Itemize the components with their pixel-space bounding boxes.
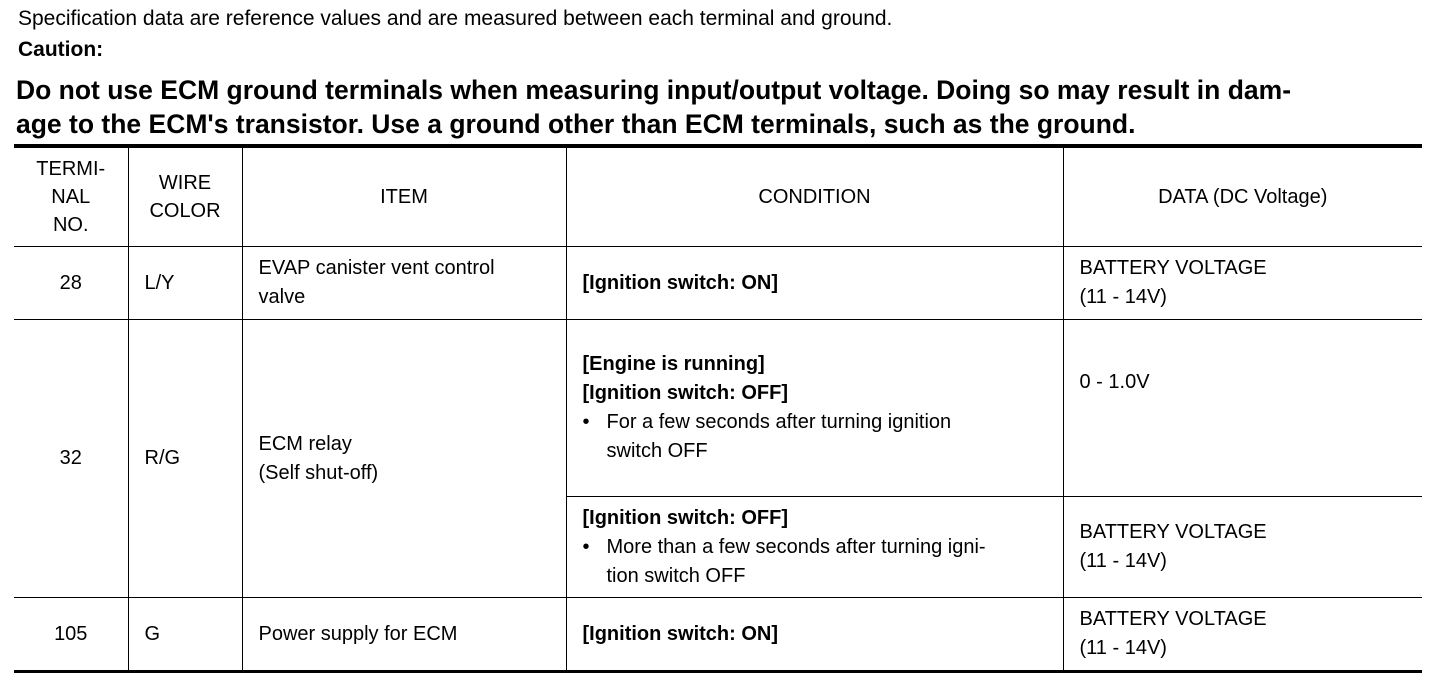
header-wire-color: [128, 146, 242, 247]
condition-cell: [566, 598, 1063, 672]
bullet-line: switch OFF: [606, 440, 708, 462]
condition-label: [Ignition switch: OFF]: [582, 506, 789, 529]
data-cell: [1063, 598, 1422, 672]
data-line: BATTERY VOLTAGE: [1079, 608, 1267, 630]
header-item: ITEM: [242, 146, 566, 247]
caution-line-1: Do not use ECM ground terminals when measuring input/output voltage. Doing so may result in dam-: [16, 75, 1292, 105]
data-line: 0 - 1.0V: [1079, 371, 1150, 393]
bullet-line: tion switch OFF: [606, 564, 746, 587]
condition-cell: [566, 497, 1063, 598]
condition-bullet: [583, 533, 1055, 591]
item-cell: [242, 247, 566, 320]
terminal-cell: 105: [14, 598, 128, 672]
caution-text: [16, 73, 1426, 141]
header-wire-line: WIRE: [158, 172, 212, 194]
condition-label: [Ignition switch: ON]: [582, 622, 779, 645]
intro-text: Specification data are reference values and are measured between each terminal and ground.: [18, 7, 893, 30]
header-terminal-line: NO.: [52, 214, 89, 236]
condition-cell: [566, 320, 1063, 497]
data-cell: [1063, 247, 1422, 320]
bullet-line: For a few seconds after turning ignition: [606, 411, 952, 433]
condition-cell: [566, 247, 1063, 320]
data-line: BATTERY VOLTAGE: [1079, 257, 1267, 279]
item-line: EVAP canister vent control: [258, 257, 495, 279]
wire-color-cell: G: [128, 598, 242, 672]
data-line: (11 - 14V): [1079, 286, 1167, 308]
header-terminal-line: TERMI-: [36, 158, 106, 180]
terminal-cell: 28: [14, 247, 128, 320]
table-header-row: [14, 146, 1422, 247]
table-row: [14, 247, 1422, 320]
wire-color-cell: L/Y: [128, 247, 242, 320]
header-terminal-no: [14, 146, 128, 247]
header-data: DATA (DC Voltage): [1063, 146, 1422, 247]
terminal-spec-table: [14, 144, 1422, 673]
bullet-text: [607, 408, 1055, 466]
caution-line-2: age to the ECM's transistor. Use a ground other than ECM terminals, such as the ground.: [16, 109, 1136, 139]
condition-label: [Ignition switch: ON]: [582, 271, 779, 294]
item-cell: [242, 320, 566, 598]
data-line: (11 - 14V): [1079, 637, 1167, 659]
item-line: valve: [258, 286, 306, 308]
header-condition: CONDITION: [566, 146, 1063, 247]
bullet-dot-icon: •: [582, 535, 590, 558]
condition-bullet: [583, 408, 1055, 466]
bullet-line: More than a few seconds after turning igni-: [606, 535, 986, 558]
terminal-cell: 32: [14, 320, 128, 598]
table-row: [14, 320, 1422, 497]
data-cell: [1063, 497, 1422, 598]
table-row: [14, 598, 1422, 672]
bullet-text: [607, 533, 1055, 591]
header-wire-line: COLOR: [149, 200, 221, 222]
data-line: (11 - 14V): [1079, 550, 1167, 572]
condition-label: [Engine is running]: [582, 353, 765, 375]
bullet-dot-icon: •: [582, 411, 590, 433]
item-line: ECM relay: [258, 432, 352, 455]
data-cell: [1063, 320, 1422, 497]
caution-label: Caution:: [18, 38, 104, 61]
wire-color-cell: R/G: [128, 320, 242, 598]
item-line: (Self shut-off): [258, 461, 379, 484]
header-terminal-line: NAL: [51, 186, 91, 208]
data-line: BATTERY VOLTAGE: [1079, 521, 1267, 543]
condition-label: [Ignition switch: OFF]: [582, 382, 789, 404]
item-cell: Power supply for ECM: [242, 598, 566, 672]
